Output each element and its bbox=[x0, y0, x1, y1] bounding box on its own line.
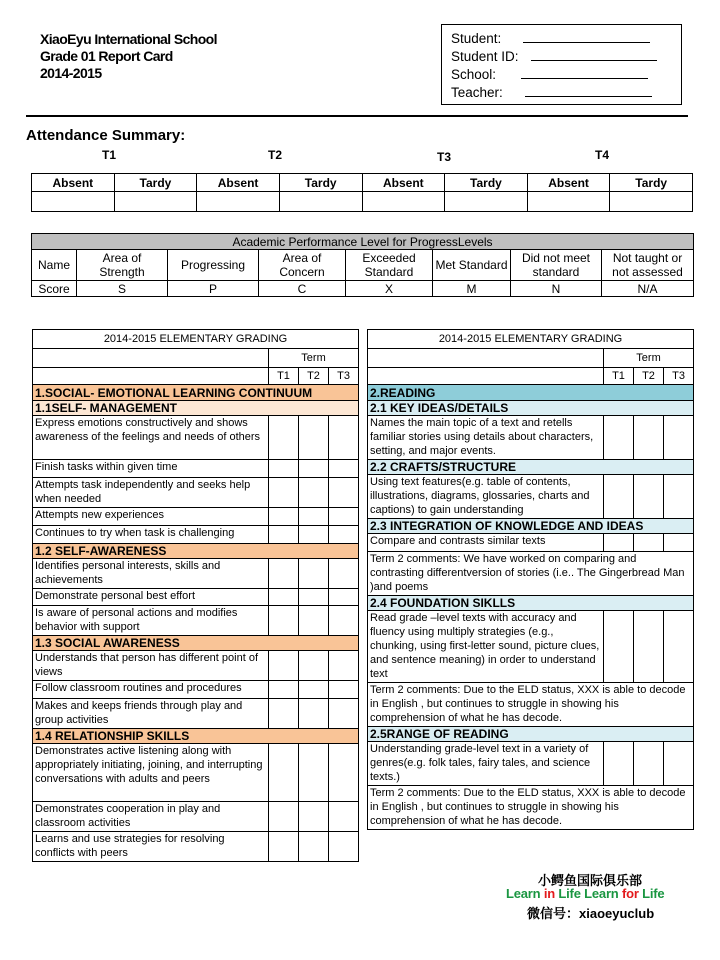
grade-cell-t2 bbox=[299, 744, 329, 802]
grade-cell-t3 bbox=[664, 742, 694, 786]
grade-cell-t3 bbox=[329, 802, 359, 832]
skill-description: Finish tasks within given time bbox=[33, 460, 269, 478]
blank-cell bbox=[368, 349, 604, 368]
term-comment: Term 2 comments: Due to the ELD status, XXX is able to decode in English , but continues to struggle in showing his comprehension of what he has decode. bbox=[368, 683, 694, 727]
student-info-box bbox=[441, 24, 682, 105]
grade-cell-t1 bbox=[269, 589, 299, 606]
term-comment: Term 2 comments: Due to the ELD status, XXX is able to decode in English , but continues to struggle in showing his comprehension of what he has decode. bbox=[368, 786, 694, 830]
grade-cell-t3 bbox=[664, 475, 694, 519]
name-label: Name bbox=[32, 250, 77, 281]
grade-cell-t1 bbox=[269, 832, 299, 862]
subsection-header bbox=[33, 401, 359, 416]
skill-row bbox=[33, 589, 359, 606]
performance-codes-row bbox=[32, 281, 694, 297]
student-id-label: Student ID: bbox=[451, 49, 519, 64]
grade-cell-t3 bbox=[664, 611, 694, 683]
skill-description: Learns and use strategies for resolving conflicts with peers bbox=[33, 832, 269, 862]
level-code: S bbox=[77, 281, 168, 297]
skill-description: Understands that person has different point of views bbox=[33, 651, 269, 681]
attendance-cell bbox=[279, 192, 362, 212]
attendance-header-row bbox=[32, 174, 693, 192]
student-id-blank bbox=[531, 60, 657, 61]
grade-cell-t1 bbox=[269, 478, 299, 508]
grade-cell-t1 bbox=[269, 606, 299, 636]
grading-table-reading bbox=[367, 329, 694, 830]
watermark-club-name: 小鳄鱼国际俱乐部 bbox=[538, 873, 643, 888]
grade-cell-t1 bbox=[604, 534, 634, 552]
level-code: N bbox=[511, 281, 602, 297]
subsection-title: 2.3 INTEGRATION OF KNOWLEDGE AND IDEAS bbox=[368, 519, 694, 534]
skill-row bbox=[33, 606, 359, 636]
performance-title-row bbox=[32, 234, 694, 250]
header-divider bbox=[26, 115, 688, 117]
grade-cell-t2 bbox=[634, 611, 664, 683]
t1-header: T1 bbox=[269, 368, 299, 385]
grading-title: 2014-2015 ELEMENTARY GRADING bbox=[33, 330, 359, 349]
attendance-cell bbox=[445, 192, 528, 212]
grade-cell-t1 bbox=[269, 802, 299, 832]
student-line bbox=[451, 30, 681, 48]
subsection-title: 2.4 FOUNDATION SIKLLS bbox=[368, 596, 694, 611]
grade-cell-t3 bbox=[329, 478, 359, 508]
grade-cell-t2 bbox=[299, 508, 329, 526]
grade-cell-t2 bbox=[634, 534, 664, 552]
school-year: 2014-2015 bbox=[40, 65, 102, 81]
subsection-header bbox=[368, 596, 694, 611]
subsection-header bbox=[368, 519, 694, 534]
attendance-col: Absent bbox=[362, 174, 445, 192]
subsection-title: 1.1SELF- MANAGEMENT bbox=[33, 401, 359, 416]
subsection-header bbox=[33, 729, 359, 744]
grade-cell-t1 bbox=[604, 416, 634, 460]
performance-title: Academic Performance Level for ProgressLevels bbox=[32, 234, 694, 250]
attendance-col: Absent bbox=[32, 174, 115, 192]
watermark-slogan bbox=[506, 886, 664, 901]
grading-table-social-emotional bbox=[32, 329, 359, 862]
grade-cell-t2 bbox=[634, 475, 664, 519]
attendance-cell bbox=[610, 192, 693, 212]
section-title: 1.SOCIAL- EMOTIONAL LEARNING CONTINUUM bbox=[33, 385, 359, 401]
skill-row bbox=[368, 534, 694, 552]
level-label: Exceeded Standard bbox=[346, 250, 433, 281]
grading-title-row bbox=[368, 330, 694, 349]
student-label: Student: bbox=[451, 31, 502, 46]
grade-cell-t1 bbox=[269, 699, 299, 729]
subsection-header bbox=[33, 636, 359, 651]
grade-cell-t3 bbox=[329, 681, 359, 699]
subsection-title: 1.4 RELATIONSHIP SKILLS bbox=[33, 729, 359, 744]
grade-cell-t1 bbox=[269, 651, 299, 681]
skill-description: Attempts new experiences bbox=[33, 508, 269, 526]
skill-description: Follow classroom routines and procedures bbox=[33, 681, 269, 699]
skill-description: Express emotions constructively and shows awareness of the feelings and needs of others bbox=[33, 416, 269, 460]
grade-cell-t3 bbox=[329, 508, 359, 526]
grade-cell-t3 bbox=[329, 699, 359, 729]
attendance-col: Tardy bbox=[279, 174, 362, 192]
skill-description: Compare and contrasts similar texts bbox=[368, 534, 604, 552]
grade-cell-t1 bbox=[604, 475, 634, 519]
grade-cell-t2 bbox=[299, 606, 329, 636]
skill-description: Continues to try when task is challenging bbox=[33, 526, 269, 544]
grade-cell-t2 bbox=[634, 416, 664, 460]
score-label: Score bbox=[32, 281, 77, 297]
grade-cell-t2 bbox=[299, 699, 329, 729]
subsection-header bbox=[368, 727, 694, 742]
term-header: Term bbox=[604, 349, 694, 368]
attendance-col: Tardy bbox=[114, 174, 197, 192]
attendance-value-row bbox=[32, 192, 693, 212]
grade-cell-t1 bbox=[269, 559, 299, 589]
term-label-t2: T2 bbox=[268, 148, 283, 162]
grade-cell-t2 bbox=[299, 416, 329, 460]
level-code: M bbox=[433, 281, 511, 297]
section-header bbox=[368, 385, 694, 401]
attendance-cell bbox=[527, 192, 610, 212]
grade-cell-t2 bbox=[299, 832, 329, 862]
skill-row bbox=[33, 744, 359, 802]
skill-row bbox=[33, 508, 359, 526]
skill-description: Understanding grade-level text in a variety of genres(e.g. folk tales, fairy tales, and science texts.) bbox=[368, 742, 604, 786]
attendance-cell bbox=[32, 192, 115, 212]
skill-row bbox=[33, 651, 359, 681]
slogan-word: Life bbox=[558, 886, 581, 901]
attendance-title: Attendance Summary: bbox=[26, 127, 186, 144]
attendance-cell bbox=[362, 192, 445, 212]
skill-row bbox=[368, 475, 694, 519]
subsection-title: 1.3 SOCIAL AWARENESS bbox=[33, 636, 359, 651]
school-name: XiaoEyu International School bbox=[40, 31, 217, 47]
skill-row bbox=[33, 526, 359, 544]
skill-description: Is aware of personal actions and modifies behavior with support bbox=[33, 606, 269, 636]
skill-description: Identifies personal interests, skills and achievements bbox=[33, 559, 269, 589]
attendance-table bbox=[31, 173, 693, 212]
subsection-header bbox=[33, 544, 359, 559]
grade-cell-t3 bbox=[329, 606, 359, 636]
skill-row bbox=[33, 460, 359, 478]
school-line bbox=[451, 66, 681, 84]
blank-cell bbox=[33, 349, 269, 368]
subsection-header bbox=[368, 460, 694, 475]
slogan-word: Life bbox=[642, 886, 665, 901]
skill-row bbox=[33, 559, 359, 589]
skill-row bbox=[368, 611, 694, 683]
t1-header: T1 bbox=[604, 368, 634, 385]
grade-cell-t2 bbox=[299, 460, 329, 478]
teacher-label: Teacher: bbox=[451, 85, 503, 100]
comment-row bbox=[368, 683, 694, 727]
level-label: Progressing bbox=[168, 250, 259, 281]
attendance-col: Absent bbox=[197, 174, 280, 192]
skill-description: Read grade –level texts with accuracy and fluency using multiply strategies (e.g., chunking, using first-letter sound, picture clues, and sentence meaning) in order to understand text bbox=[368, 611, 604, 683]
grade-cell-t3 bbox=[329, 416, 359, 460]
level-code: P bbox=[168, 281, 259, 297]
skill-description: Using text features(e.g. table of contents, illustrations, diagrams, glossaries, charts and captions) to gain understanding bbox=[368, 475, 604, 519]
grading-title-row bbox=[33, 330, 359, 349]
slogan-word: in bbox=[543, 886, 555, 901]
grade-cell-t1 bbox=[269, 681, 299, 699]
report-title: Grade 01 Report Card bbox=[40, 48, 173, 64]
slogan-word: for bbox=[621, 886, 639, 901]
t3-header: T3 bbox=[329, 368, 359, 385]
level-label: Met Standard bbox=[433, 250, 511, 281]
grade-cell-t2 bbox=[299, 478, 329, 508]
attendance-col: Tardy bbox=[445, 174, 528, 192]
skill-row bbox=[33, 416, 359, 460]
watermark-wechat-id: 微信号：xiaoeyuclub bbox=[527, 906, 655, 921]
student-blank bbox=[523, 42, 650, 43]
grade-cell-t1 bbox=[269, 416, 299, 460]
skill-row bbox=[368, 416, 694, 460]
grade-cell-t1 bbox=[604, 742, 634, 786]
performance-levels-row bbox=[32, 250, 694, 281]
grade-cell-t1 bbox=[269, 526, 299, 544]
blank-cell bbox=[33, 368, 269, 385]
grade-cell-t1 bbox=[269, 508, 299, 526]
skill-description: Demonstrates cooperation in play and classroom activities bbox=[33, 802, 269, 832]
slogan-word: Learn bbox=[584, 886, 619, 901]
grade-cell-t2 bbox=[299, 802, 329, 832]
grade-cell-t2 bbox=[299, 651, 329, 681]
grade-cell-t3 bbox=[329, 651, 359, 681]
subsection-header bbox=[368, 401, 694, 416]
grade-cell-t3 bbox=[664, 534, 694, 552]
level-label: Area of Strength bbox=[77, 250, 168, 281]
term-columns-row bbox=[368, 368, 694, 385]
performance-level-table bbox=[31, 233, 694, 297]
grade-cell-t2 bbox=[299, 526, 329, 544]
subsection-title: 2.2 CRAFTS/STRUCTURE bbox=[368, 460, 694, 475]
student-id-line bbox=[451, 48, 681, 66]
grade-cell-t2 bbox=[299, 589, 329, 606]
grading-title: 2014-2015 ELEMENTARY GRADING bbox=[368, 330, 694, 349]
skill-description: Makes and keeps friends through play and group activities bbox=[33, 699, 269, 729]
term-header-row bbox=[368, 349, 694, 368]
attendance-cell bbox=[114, 192, 197, 212]
term-comment: Term 2 comments: We have worked on comparing and contrasting differentversion of stories (i.e.. The Gingerbread Man )and poems bbox=[368, 552, 694, 596]
subsection-title: 1.2 SELF-AWARENESS bbox=[33, 544, 359, 559]
section-header bbox=[33, 385, 359, 401]
grade-cell-t3 bbox=[329, 559, 359, 589]
skill-row bbox=[368, 742, 694, 786]
grade-cell-t3 bbox=[664, 416, 694, 460]
grade-cell-t1 bbox=[269, 460, 299, 478]
grade-cell-t3 bbox=[329, 589, 359, 606]
grade-cell-t2 bbox=[299, 559, 329, 589]
skill-row bbox=[33, 681, 359, 699]
grade-cell-t1 bbox=[269, 744, 299, 802]
grade-cell-t2 bbox=[299, 681, 329, 699]
skill-row bbox=[33, 699, 359, 729]
teacher-blank bbox=[525, 96, 652, 97]
term-header: Term bbox=[269, 349, 359, 368]
slogan-word: Learn bbox=[506, 886, 541, 901]
term-label-t4: T4 bbox=[595, 148, 610, 162]
skill-description: Demonstrate personal best effort bbox=[33, 589, 269, 606]
term-label-t3: T3 bbox=[437, 150, 452, 164]
skill-description: Demonstrates active listening along with appropriately initiating, joining, and interrupting conversations with adults and peers bbox=[33, 744, 269, 802]
grade-cell-t1 bbox=[604, 611, 634, 683]
level-code: X bbox=[346, 281, 433, 297]
subsection-title: 2.5RANGE OF READING bbox=[368, 727, 694, 742]
school-label: School: bbox=[451, 67, 497, 82]
grade-cell-t3 bbox=[329, 526, 359, 544]
level-code: C bbox=[259, 281, 346, 297]
term-label-t1: T1 bbox=[102, 148, 117, 162]
grade-cell-t2 bbox=[634, 742, 664, 786]
skill-description: Attempts task independently and seeks help when needed bbox=[33, 478, 269, 508]
skill-row bbox=[33, 802, 359, 832]
teacher-line bbox=[451, 84, 681, 102]
t2-header: T2 bbox=[634, 368, 664, 385]
t2-header: T2 bbox=[299, 368, 329, 385]
attendance-col: Absent bbox=[527, 174, 610, 192]
term-columns-row bbox=[33, 368, 359, 385]
comment-row bbox=[368, 786, 694, 830]
term-header-row bbox=[33, 349, 359, 368]
skill-description: Names the main topic of a text and retells familiar stories using details about characters, setting, and major events. bbox=[368, 416, 604, 460]
blank-cell bbox=[368, 368, 604, 385]
level-label: Did not meet standard bbox=[511, 250, 602, 281]
level-label: Area of Concern bbox=[259, 250, 346, 281]
skill-row bbox=[33, 478, 359, 508]
attendance-cell bbox=[197, 192, 280, 212]
attendance-col: Tardy bbox=[610, 174, 693, 192]
skill-row bbox=[33, 832, 359, 862]
comment-row bbox=[368, 552, 694, 596]
grade-cell-t3 bbox=[329, 744, 359, 802]
grade-cell-t3 bbox=[329, 832, 359, 862]
t3-header: T3 bbox=[664, 368, 694, 385]
level-label: Not taught or not assessed bbox=[602, 250, 694, 281]
level-code: N/A bbox=[602, 281, 694, 297]
subsection-title: 2.1 KEY IDEAS/DETAILS bbox=[368, 401, 694, 416]
school-blank bbox=[521, 78, 648, 79]
grade-cell-t3 bbox=[329, 460, 359, 478]
section-title: 2.READING bbox=[368, 385, 694, 401]
report-header bbox=[40, 31, 217, 82]
